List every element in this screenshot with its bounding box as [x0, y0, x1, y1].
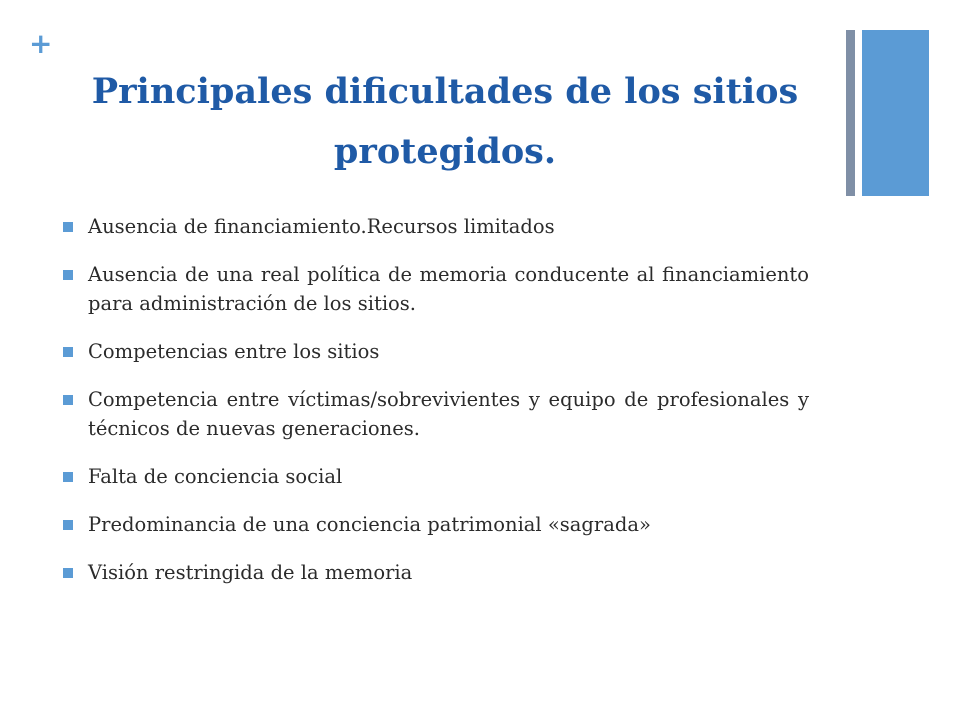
square-bullet-icon	[63, 568, 73, 578]
bullet-item	[63, 260, 809, 318]
bullet-text: Ausencia de una real política de memoria conducente al financiamiento para administración de los sitios.	[88, 263, 809, 315]
bullet-text: Predominancia de una conciencia patrimonial «sagrada»	[88, 513, 651, 536]
bullet-text: Competencias entre los sitios	[88, 340, 380, 363]
square-bullet-icon	[63, 520, 73, 530]
bullet-item	[63, 462, 809, 491]
bullet-text: Visión restringida de la memoria	[88, 561, 413, 584]
bullet-text: Ausencia de financiamiento.Recursos limitados	[88, 215, 555, 238]
decorative-bar-thick	[862, 30, 929, 196]
slide-title: Principales dificultades de los sitios protegidos.	[91, 71, 799, 172]
decorative-bar-thin	[846, 30, 855, 196]
bullet-item	[63, 385, 809, 443]
bullet-text: Falta de conciencia social	[88, 465, 343, 488]
square-bullet-icon	[63, 472, 73, 482]
square-bullet-icon	[63, 270, 73, 280]
square-bullet-icon	[63, 395, 73, 405]
bullet-item	[63, 337, 809, 366]
square-bullet-icon	[63, 347, 73, 357]
bullet-item	[63, 510, 809, 539]
bullet-item	[63, 212, 809, 241]
square-bullet-icon	[63, 222, 73, 232]
bullet-text: Competencia entre víctimas/sobrevivientes y equipo de profesionales y técnicos de nuevas generaciones.	[88, 388, 809, 440]
bullet-list	[63, 212, 809, 606]
plus-decoration: +	[29, 27, 53, 60]
bullet-item	[63, 558, 809, 587]
